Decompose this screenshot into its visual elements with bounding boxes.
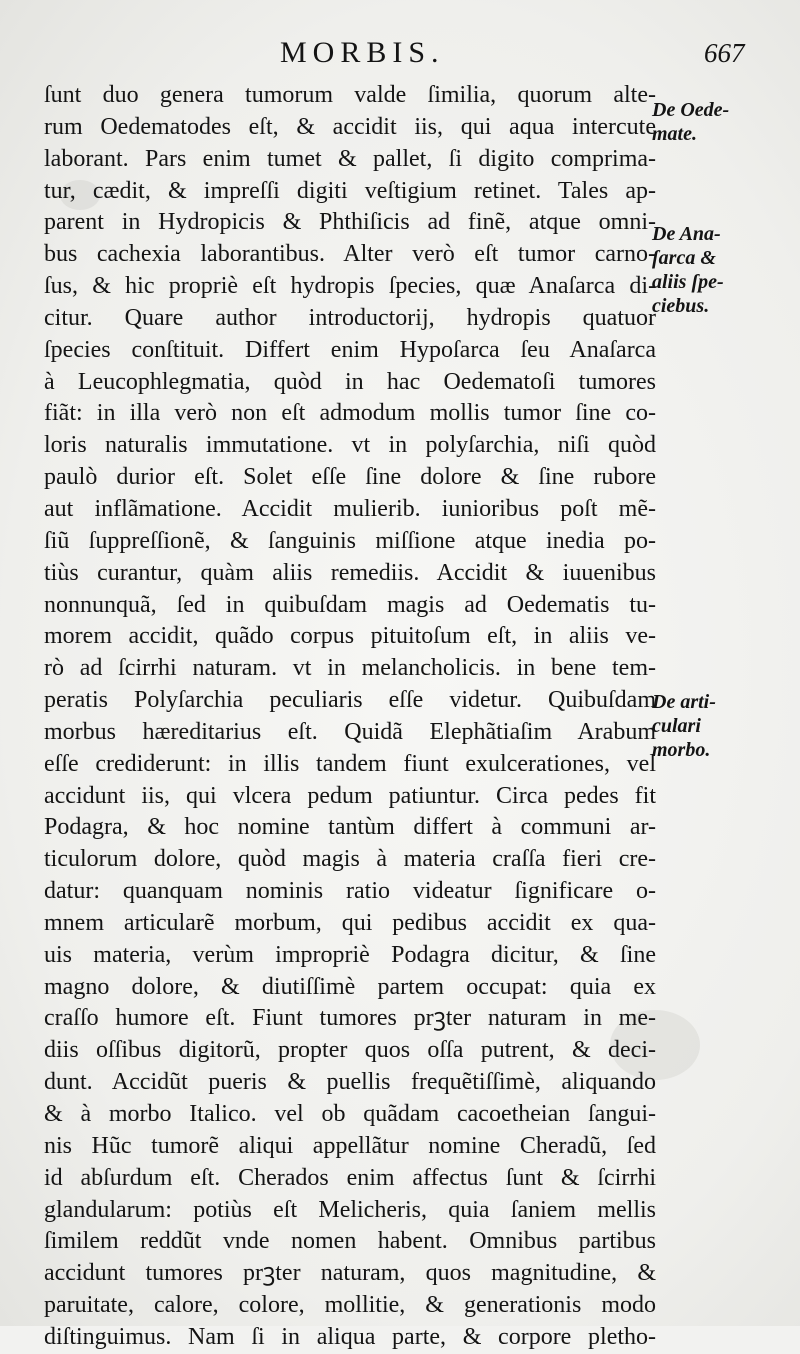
- text-line: craſſo humore eſt. Fiunt tumores prꝫter naturam in me-: [44, 1005, 656, 1032]
- text-line: à Leucophlegmatia, quòd in hac Oedematoſi tumores: [44, 368, 656, 395]
- text-line: ſus, & hic propriè eſt hydropis ſpecies, quæ Anaſarca di-: [44, 273, 656, 300]
- text-line: bus cachexia laborantibus. Alter verò eſt tumor carno-: [44, 241, 656, 268]
- margin-note-articulari: [652, 690, 792, 762]
- text-line: peratis Polyſarchia peculiaris eſſe videtur. Quibuſdam: [44, 687, 656, 714]
- text-line: rum Oedematodes eſt, & accidit iis, qui aqua intercute: [44, 113, 656, 140]
- text-line: id abſurdum eſt. Cherados enim affectus ſunt & ſcirrhi: [44, 1164, 656, 1191]
- text-line: ſimilem reddũt vnde nomen habent. Omnibus partibus: [44, 1228, 656, 1255]
- text-line: accidunt tumores prꝫter naturam, quos magnitudine, &: [44, 1260, 656, 1287]
- body-text: [44, 80, 656, 1354]
- margin-note-line: morbo.: [652, 739, 711, 761]
- running-title: MORBIS.: [280, 36, 445, 69]
- margin-note-oedemate: [652, 98, 792, 146]
- text-line: ſpecies conſtituit. Differt enim Hypoſarca ſeu Anaſarca: [44, 336, 656, 363]
- text-line: nis Hũc tumorẽ aliqui appellãtur nomine Cheradũ, ſed: [44, 1132, 656, 1159]
- margin-note-line: ſarca &: [652, 247, 716, 269]
- text-line: paulò durior eſt. Solet eſſe ſine dolore & ſine rubore: [44, 464, 656, 491]
- margin-note-anasarca: [652, 222, 792, 318]
- text-line: paruitate, calore, colore, mollitie, & generationis modo: [44, 1292, 656, 1319]
- text-line: glandularum: potiùs eſt Melicheris, quia ſaniem mellis: [44, 1196, 656, 1223]
- text-line: nonnunquã, ſed in quibuſdam magis ad Oedematis tu-: [44, 591, 656, 618]
- margin-note-line: ciebus.: [652, 295, 710, 317]
- text-line: parent in Hydropicis & Phthiſicis ad finẽ, atque omni-: [44, 209, 656, 236]
- text-line: fiãt: in illa verò non eſt admodum mollis tumor ſine co-: [44, 400, 656, 427]
- text-line: aut inflãmatione. Accidit mulierib. iunioribus poſt mẽ-: [44, 495, 656, 522]
- text-line: laborant. Pars enim tumet & pallet, ſi digito comprima-: [44, 145, 656, 172]
- page-number: 667: [704, 38, 745, 68]
- text-line: eſſe crediderunt: in illis tandem fiunt exulcerationes, vel: [44, 750, 656, 777]
- text-line: citur. Quare author introductorij, hydropis quatuor: [44, 304, 656, 331]
- text-line: & à morbo Italico. vel ob quãdam cacoetheian ſangui-: [44, 1101, 656, 1127]
- text-line: datur: quanquam nominis ratio videatur ſignificare o-: [44, 878, 656, 905]
- text-line: ſunt duo genera tumorum valde ſimilia, quorum alte-: [44, 82, 656, 108]
- text-line: magno dolore, & diutiſſimè partem occupat: quia ex: [44, 973, 656, 1000]
- text-line: ſiũ ſuppreſſionẽ, & ſanguinis miſſione atque inedia po-: [44, 527, 656, 554]
- text-line: ticulorum dolore, quòd magis à materia craſſa fieri cre-: [44, 846, 656, 873]
- text-line: diis oſſibus digitorũ, propter quos oſſa putrent, & deci-: [44, 1037, 656, 1064]
- margin-note-line: De Ana-: [652, 223, 721, 245]
- text-line: tiùs curantur, quàm aliis remediis. Accidit & iuuenibus: [44, 559, 656, 586]
- margin-note-line: culari: [652, 715, 701, 737]
- margin-note-line: mate.: [652, 123, 697, 145]
- text-line: rò ad ſcirrhi naturam. vt in melancholicis. in bene tem-: [44, 655, 656, 682]
- text-line: diſtinguimus. Nam ſi in aliqua parte, & corpore pletho-: [44, 1323, 656, 1350]
- text-line: uis materia, verùm impropriè Podagra dicitur, & ſine: [44, 941, 656, 968]
- text-line: Podagra, & hoc nomine tantùm differt à communi ar-: [44, 814, 656, 841]
- text-line: morem accidit, quãdo corpus pituitoſum eſt, in aliis ve-: [44, 623, 656, 650]
- text-line: morbus hæreditarius eſt. Quidã Elephãtiaſim Arabum: [44, 718, 656, 745]
- margin-note-line: De Oede-: [652, 99, 730, 121]
- text-line: accidunt iis, qui vlcera pedum patiuntur. Circa pedes fit: [44, 782, 656, 809]
- text-line: loris naturalis immutatione. vt in polyſarchia, niſi quòd: [44, 432, 656, 459]
- margin-notes: [652, 0, 792, 1326]
- text-line: dunt. Accidũt pueris & puellis frequẽtiſſimè, aliquando: [44, 1069, 656, 1096]
- margin-note-line: aliis ſpe-: [652, 271, 724, 293]
- text-line: tur, cædit, & impreſſi digiti veſtigium retinet. Tales ap-: [44, 177, 656, 204]
- margin-note-line: De arti-: [652, 691, 716, 713]
- text-line: mnem articularẽ morbum, qui pedibus accidit ex qua-: [44, 909, 656, 936]
